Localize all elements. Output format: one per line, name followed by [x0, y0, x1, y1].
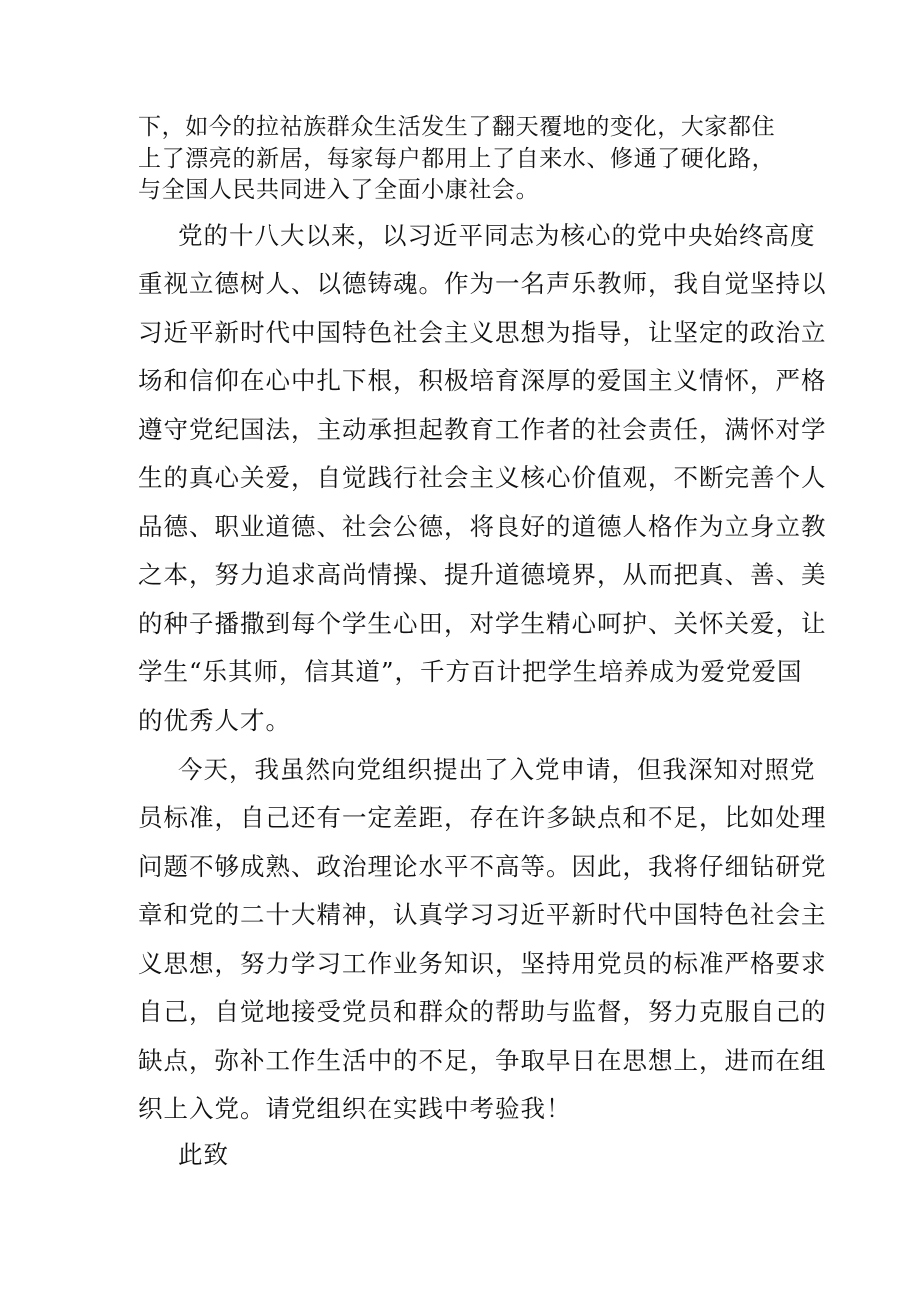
- closing-salutation: 此致: [178, 1140, 229, 1169]
- paragraph-2-line-2: 重视立德树人、以德铸魂。作为一名声乐教师，我自觉坚持以: [138, 269, 827, 298]
- paragraph-2-line-10: 学生“乐其师，信其道”，千方百计把学生培养成为爱党爱国: [138, 657, 803, 686]
- paragraph-2-line-5: 遵守党纪国法，主动承担起教育工作者的社会责任，满怀对学: [138, 415, 827, 444]
- paragraph-3-line-8: 织上入党。请党组织在实践中考验我！: [138, 1094, 572, 1123]
- paragraph-3-line-4: 章和党的二十大精神，认真学习习近平新时代中国特色社会主: [138, 900, 827, 929]
- paragraph-3-line-2: 员标准，自己还有一定差距，存在许多缺点和不足，比如处理: [138, 803, 827, 832]
- paragraph-3-line-6: 自己，自觉地接受党员和群众的帮助与监督，努力克服自己的: [138, 997, 827, 1026]
- paragraph-2-line-3: 习近平新时代中国特色社会主义思想为指导，让坚定的政治立: [138, 318, 827, 347]
- paragraph-1-line-1: 下，如今的拉祜族群众生活发生了翻天覆地的变化，大家都住: [138, 114, 776, 140]
- paragraph-2-line-11: 的优秀人才。: [138, 706, 291, 735]
- paragraph-2-line-1: 党的十八大以来，以习近平同志为核心的党中央始终高度: [178, 221, 816, 250]
- paragraph-2-line-9: 的种子播撒到每个学生心田，对学生精心呵护、关怀关爱，让: [138, 609, 827, 638]
- paragraph-2-line-8: 之本，努力追求高尚情操、提升道德境界，从而把真、善、美: [138, 560, 827, 589]
- paragraph-1-line-3: 与全国人民共同进入了全面小康社会。: [138, 177, 540, 203]
- paragraph-3-line-7: 缺点，弥补工作生活中的不足，争取早日在思想上，进而在组: [138, 1046, 827, 1075]
- paragraph-2-line-4: 场和信仰在心中扎下根，积极培育深厚的爱国主义情怀，严格: [138, 366, 827, 395]
- paragraph-3-line-3: 问题不够成熟、政治理论水平不高等。因此，我将仔细钻研党: [138, 852, 827, 881]
- paragraph-2-line-7: 品德、职业道德、社会公德，将良好的道德人格作为立身立教: [138, 512, 827, 541]
- paragraph-3-line-1: 今天，我虽然向党组织提出了入党申请，但我深知对照党: [178, 755, 816, 784]
- paragraph-3-line-5: 义思想，努力学习工作业务知识，坚持用党员的标准严格要求: [138, 949, 827, 978]
- paragraph-1-line-2: 上了漂亮的新居，每家每户都用上了自来水、修通了硬化路，: [138, 146, 776, 172]
- paragraph-2-line-6: 生的真心关爱，自觉践行社会主义核心价值观，不断完善个人: [138, 463, 827, 492]
